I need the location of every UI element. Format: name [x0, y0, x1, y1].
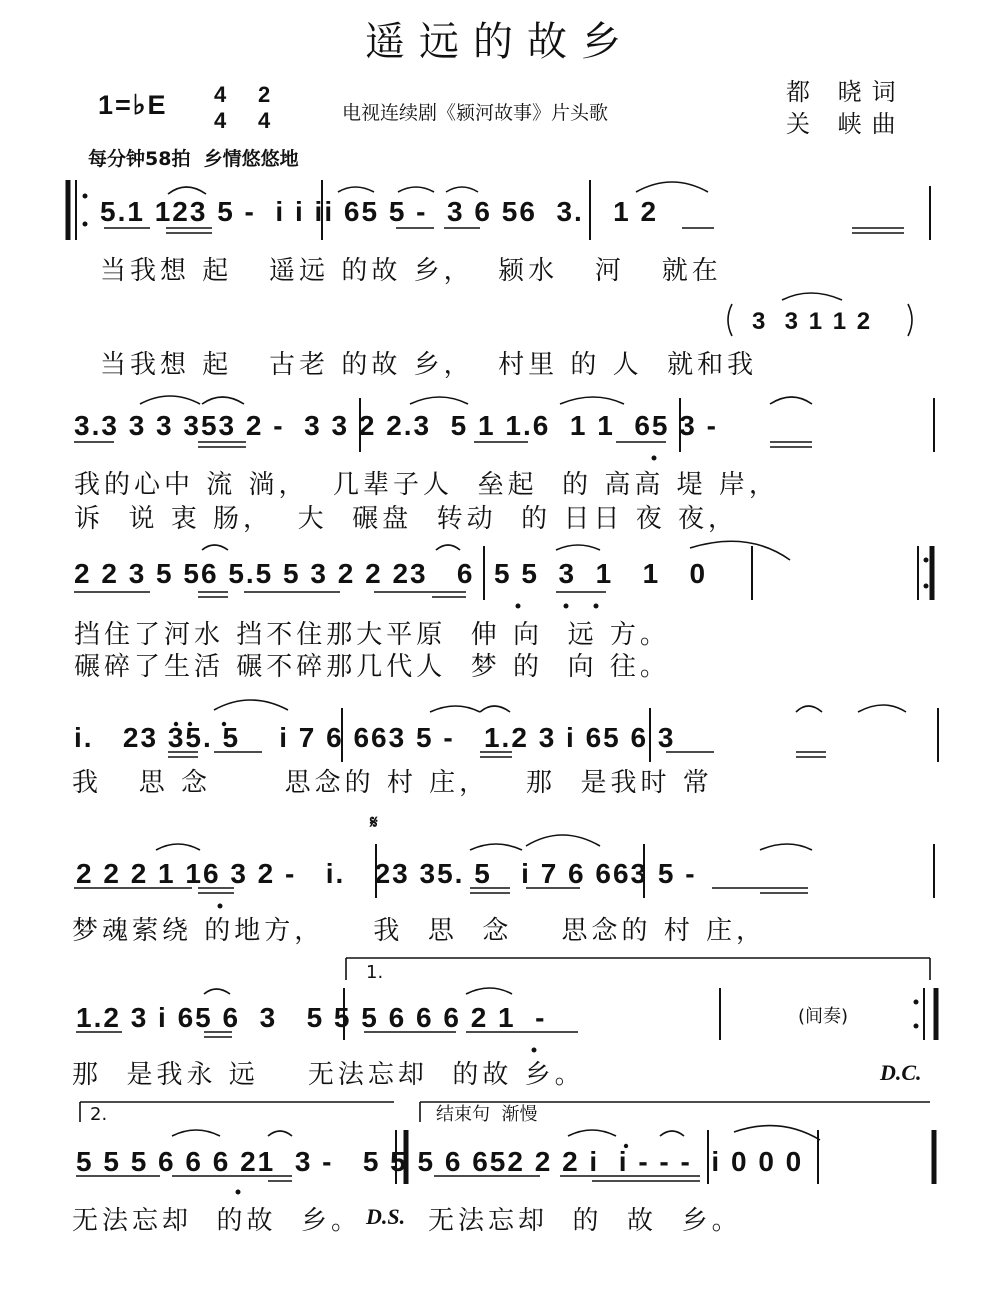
da-capo-marking: D.C. [880, 1060, 922, 1085]
key-signature: 1=♭E [98, 90, 168, 120]
lyric-row-1-verse-2: 当我想 起 古老 的故 乡， 村里 的 人 就和我 [100, 350, 758, 380]
time-signature-1-den: 4 [214, 108, 229, 133]
time-signature-1-num: 4 [214, 82, 229, 107]
lyric-row-5: 梦魂萦绕 的地方， 我 思 念 思念的 村 庄， [72, 916, 766, 946]
notation-row-5: 2 2 2 1 16 3 2 - i. 23 35. 5 i 7 6 663 5 - [76, 858, 697, 889]
lyric-row-7-part-2: 无法忘却 的 故 乡。 [428, 1206, 742, 1236]
segno-sign: 𝄋 [370, 812, 378, 833]
notation-row-2: 3.3 3 3 353 2 - 3 3 2 2.3 5 1 1.6 1 1 65 3 - [74, 410, 718, 441]
lyric-row-2-verse-1: 我的心中 流 淌， 几辈子人 垒起 的 高高 堤 岸， [74, 470, 779, 500]
lyricist-credit: 都 晓词 [786, 78, 906, 106]
notation-row-1-alternate: 3 3 1 1 2 [752, 308, 873, 335]
lyric-row-7-part-1: 无法忘却 的故 乡。 [72, 1206, 362, 1236]
notation-row-3: 2 2 3 5 56 5.5 5 3 2 2 23 6 5 5 3 1 1 0 [74, 558, 708, 589]
notation-row-4: i. 23 35. 5 i 7 6 663 5 - 1.2 3 i 65 6 3 [74, 722, 676, 753]
lyric-row-4: 我 思 念 思念的 村 庄， 那 是我时 常 [72, 768, 713, 798]
first-ending-label: 1. [366, 962, 384, 983]
notation-row-6: 1.2 3 i 65 6 3 5 5 5 6 6 6 2 1 - [76, 1002, 547, 1033]
song-title: 遥远的故乡 [365, 19, 635, 65]
interlude-marking: (间奏) [798, 1006, 849, 1027]
subtitle: 电视连续剧《颍河故事》片头歌 [342, 102, 609, 124]
lyric-row-3-verse-1: 挡住了河水 挡不住那大平原 伸 向 远 方。 [74, 620, 670, 650]
notation-row-1: 5.1 123 5 - i i ii 65 5 - 3 6 56 3. 1 2 [100, 196, 659, 227]
lyric-row-3-verse-2: 碾碎了生活 碾不碎那几代人 梦 的 向 往。 [74, 652, 670, 682]
notation-row-7: 5 5 5 6 6 6 21 3 - 5 5 5 6 652 2 2 i i - - - i 0 0 0 [76, 1146, 804, 1177]
time-signature-2-den: 4 [258, 108, 273, 133]
coda-label: 结束句 渐慢 [436, 1104, 538, 1125]
composer-credit: 关 峡曲 [786, 110, 906, 138]
lyric-row-6: 那 是我永 远 无法忘却 的故 乡。 [72, 1060, 585, 1090]
second-ending-label: 2. [90, 1104, 108, 1125]
lyric-row-2-verse-2: 诉 说 衷 肠， 大 碾盘 转动 的 日日 夜 夜， [74, 504, 738, 534]
dal-segno-marking: D.S. [366, 1204, 406, 1229]
lyric-row-1-verse-1: 当我想 起 遥远 的故 乡， 颍水 河 就在 [100, 256, 722, 286]
tempo-marking: 每分钟58拍 乡情悠悠地 [88, 148, 299, 170]
time-signature-2-num: 2 [258, 82, 273, 107]
